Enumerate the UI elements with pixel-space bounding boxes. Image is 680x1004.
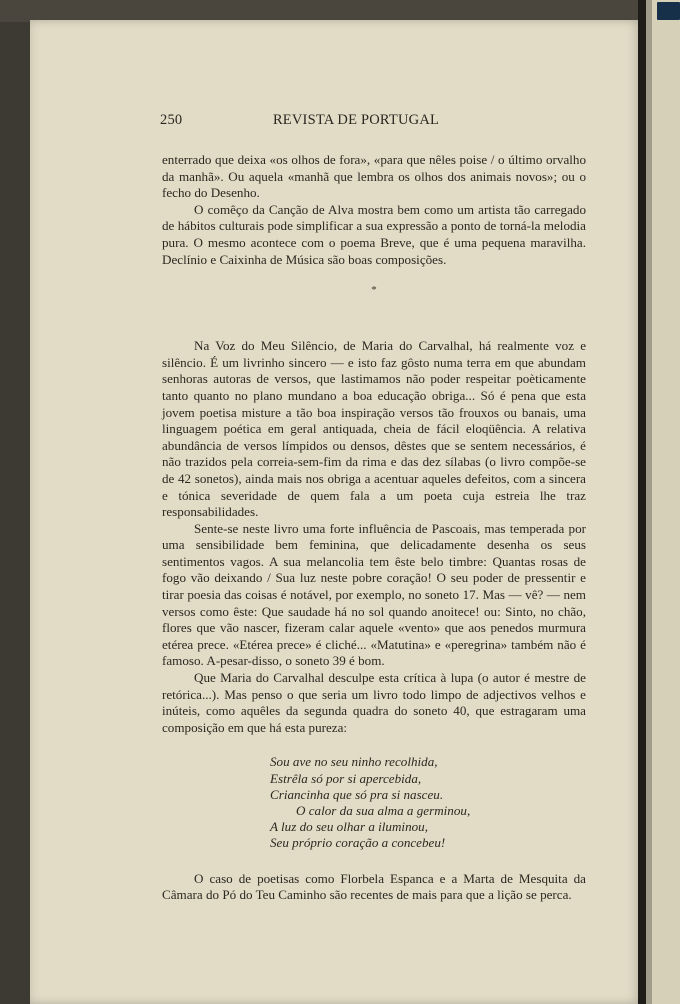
book-spine	[638, 0, 646, 1004]
running-head: REVISTA DE PORTUGAL	[272, 112, 440, 128]
section-ornament: *	[371, 284, 377, 297]
scan-background	[0, 0, 680, 22]
paragraph: Sente-se neste livro uma forte influência de Pascoais, mas temperada por uma sensibilidade bem feminina, que delicadamente desenha os seus sentimentos vagos. A sua melancolia tem êste belo timbre: Quantas rosas de fogo vão deixando / Sua luz neste pobre coração! O seu poder de pressentir e tirar poesia das coisas é notável, por exemplo, no soneto 17. Mas — vê? — nem versos como êste: Que saudade há no sol quando anoitece! ou: Sinto, no chão, flores que vão nascer, fizeram calar aquele «vento» que aos penedos murmura etérea prece. «Etérea prece» é cliché... «Matutina» e «peregrina» também não é famoso. A-pesar-disso, o soneto 39 é bom.	[162, 520, 586, 669]
poem-line: Seu próprio coração a concebeu!	[270, 835, 446, 851]
paragraph: O comêço da Canção de Alva mostra bem como um artista tão carregado de hábitos culturais pode simplificar a sua expressão a ponto de torná-la melodia pura. O mesmo acontece com o poema Breve, que é uma pequena maravilha. Declínio e Caixinha de Música são boas composições.	[162, 201, 586, 267]
paragraph-continued: enterrado que deixa «os olhos de fora», «para que nêles poise / o último orvalho da manhã». Ou aquela «manhã que lembra os olhos dos animais novos»; ou o fecho do Desenho.	[162, 152, 586, 201]
poem-line: Criancinha que só pra si nasceu.	[270, 786, 444, 802]
next-page-edge	[646, 0, 680, 1004]
poem-quote	[270, 754, 586, 851]
poem-line: Sou ave no seu ninho recolhida,	[270, 754, 438, 770]
page-marker-tab	[657, 2, 680, 20]
paragraph: Na Voz do Meu Silêncio, de Maria do Carvalhal, há realmente voz e silêncio. É um livrinho sincero — e isto faz gôsto numa terra em que abundam senhoras autoras de versos, que lastimamos não poder respeitar poèticamente tanto quanto no plano mundano a boa educação obriga... Só é pena que esta jovem poetisa misture a tão boa inspiração versos tão frouxos ou banais, uma linguagem poética em geral antiquada, cheia de fácil eloqüência. A relativa abundância de versos límpidos ou densos, dêstes que se sentem necessários, é não trazidos pela correia-sem-fim da rima e das dez sílabas (o livro compõe-se de 42 sonetos), ainda mais nos obriga a acentuar aqueles defeitos, com a sincera e tónica severidade de quem fala a um poeta cuja estreia lhe traz responsabilidades.	[162, 338, 586, 520]
paragraph: Que Maria do Carvalhal desculpe esta crítica à lupa (o autor é mestre de retórica...). Mas penso o que seria um livro todo limpo de adjectivos velhos e inúteis, como aquêles da segunda quadra do soneto 40, que estragaram uma composição em que há esta pureza:	[162, 670, 586, 735]
page-header	[130, 112, 582, 134]
poem-line: Estrêla só por si apercebida,	[270, 770, 422, 786]
poem-line: A luz do seu olhar a iluminou,	[270, 819, 428, 835]
poem-line: O calor da sua alma a germinou,	[296, 803, 471, 819]
page-number: 250	[160, 112, 183, 128]
page-body	[162, 152, 586, 904]
paragraph: O caso de poetisas como Florbela Espanca e a Marta de Mesquita da Câmara do Pó do Teu Caminho são recentes de mais para que a lição se perca.	[162, 870, 586, 903]
section-gap	[162, 310, 586, 338]
